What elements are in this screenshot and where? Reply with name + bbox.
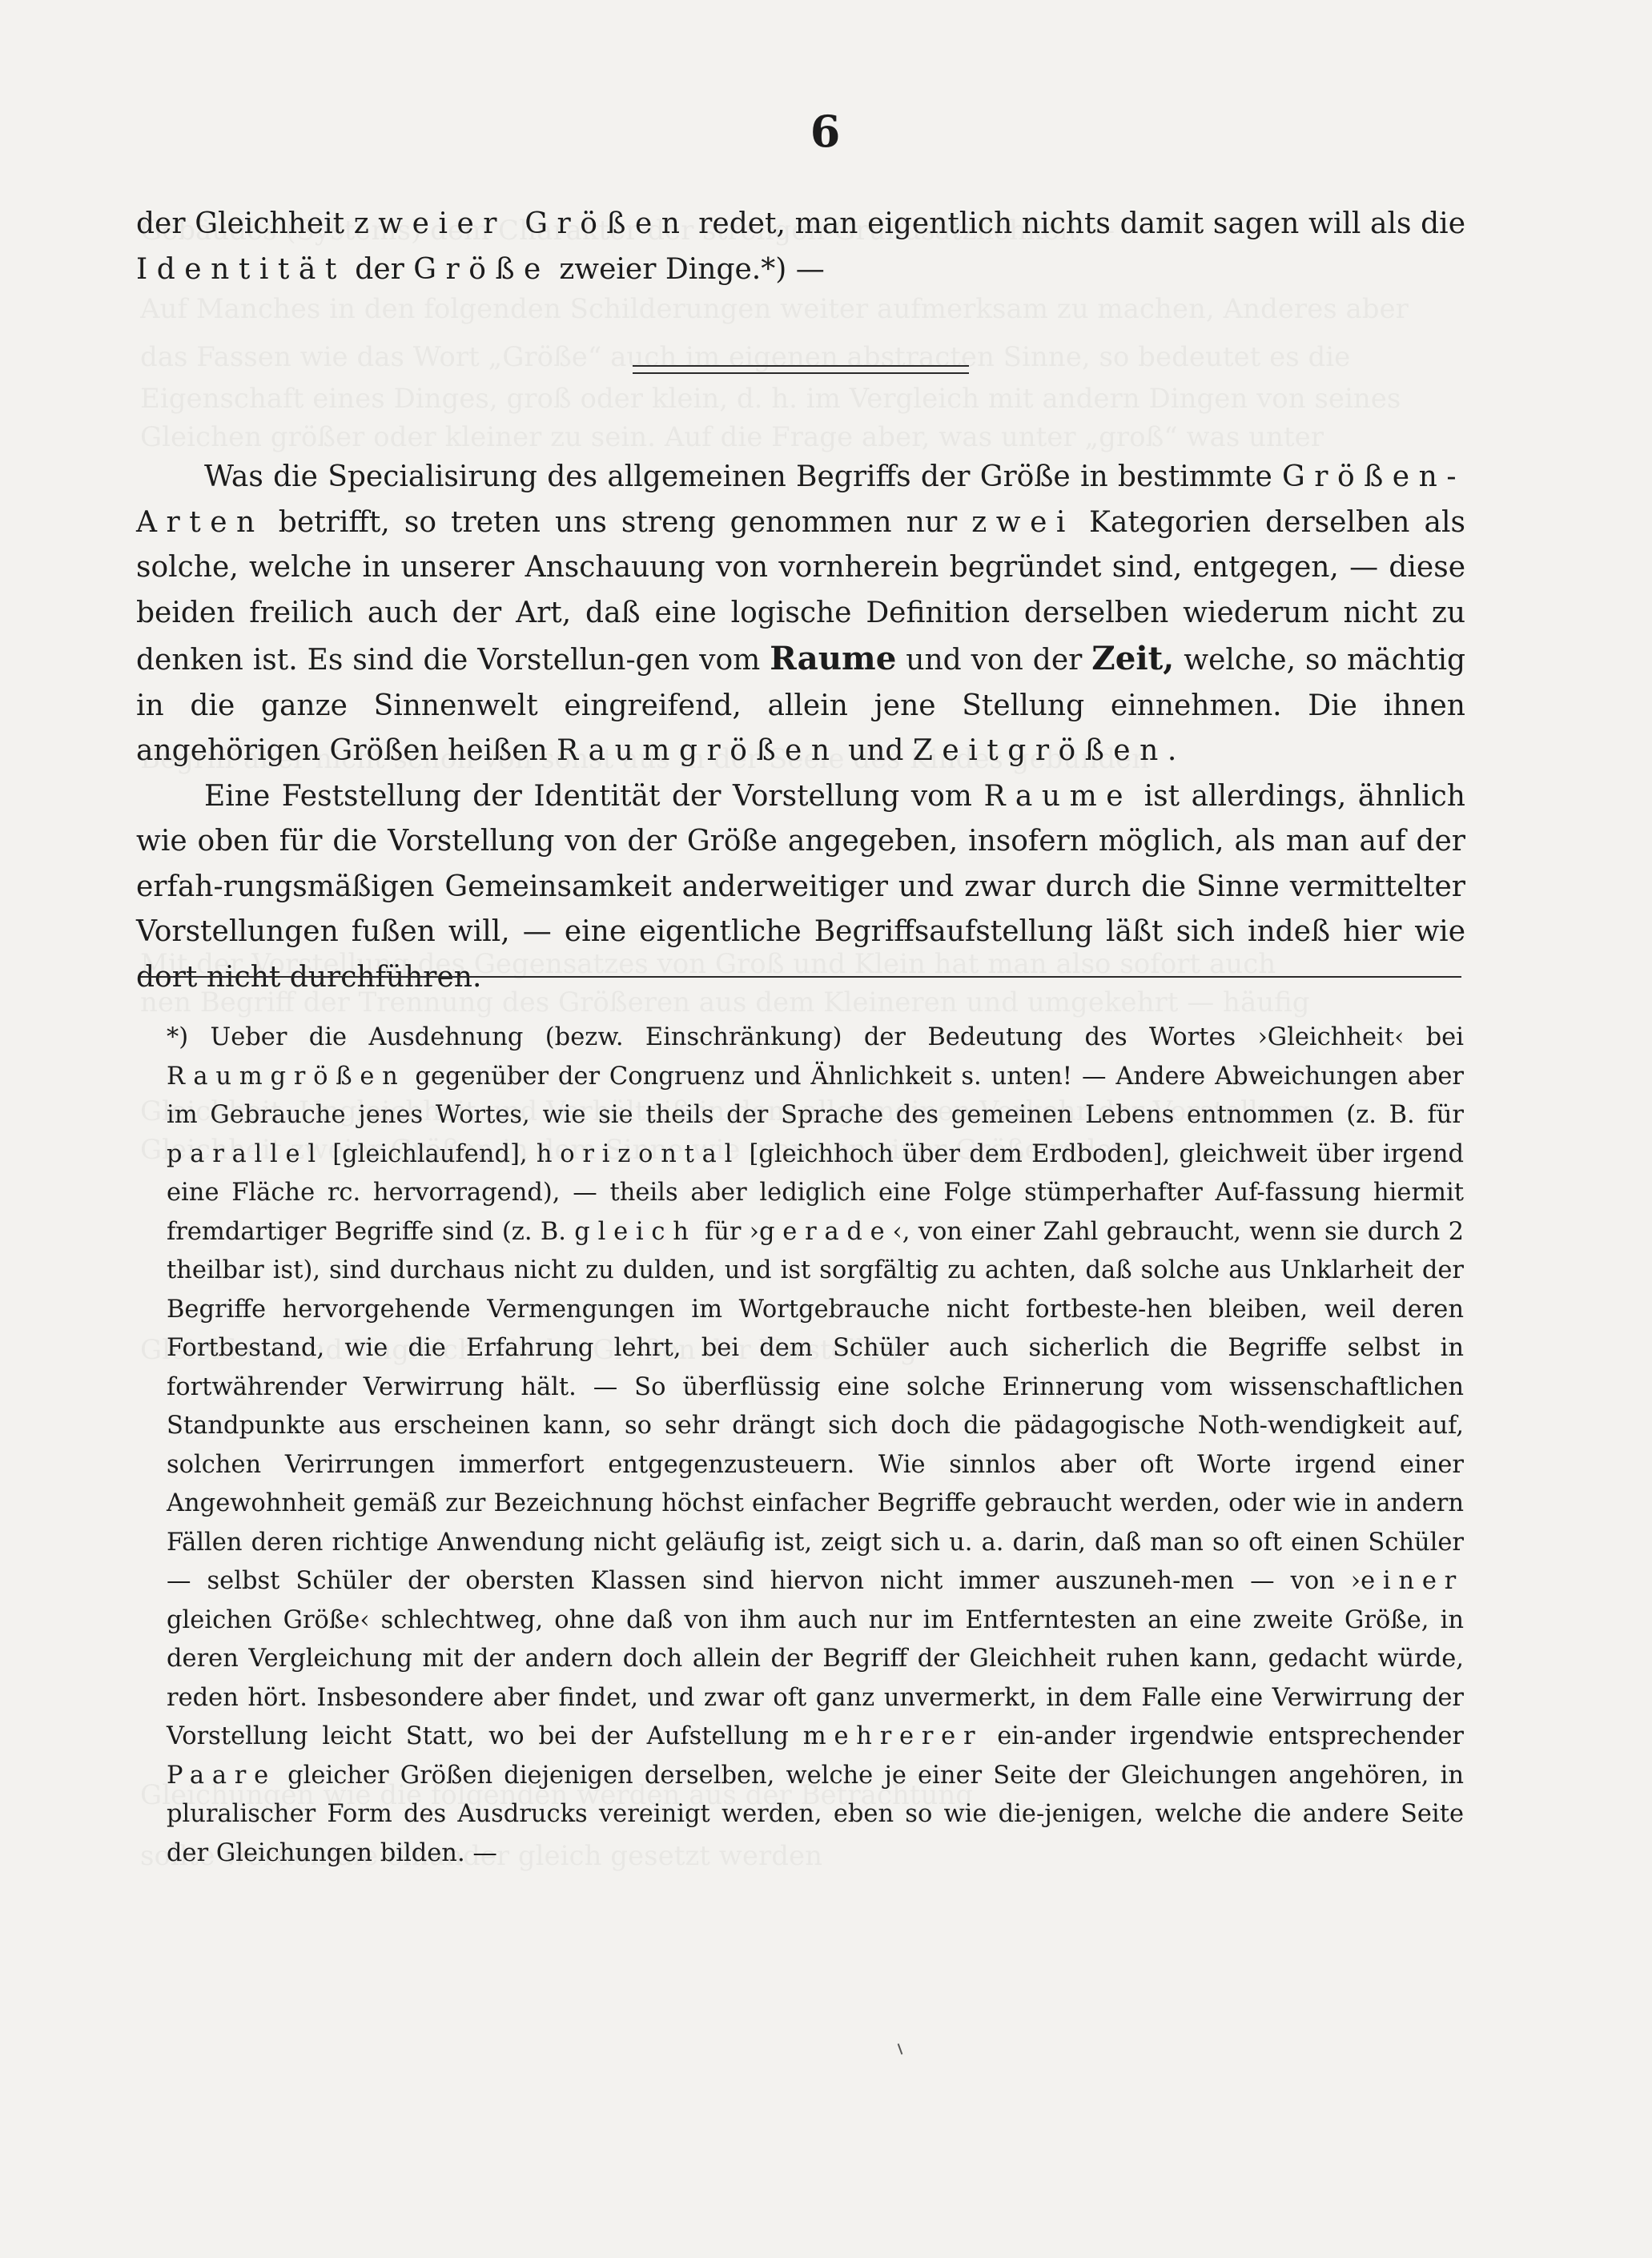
text-run: [gleichhoch über dem Erdboden], gleichweit über irgend eine Fläche rc. hervorragend), — theils aber lediglich eine Folge stümperhafter Auf-fassung hiermit fremdartiger Begriffe sind (z. B. [167, 1139, 1465, 1246]
text-run: gleicher Größen diejenigen derselben, welche je einer Seite der Gleichungen angehören, in pluralischer Form des Ausdrucks vereinigt werden, eben so wie die-jenigen, welche die andere Seite der Gleichungen bilden. — [167, 1761, 1464, 1867]
text-run: ein-ander irgendwie entsprechender [983, 1722, 1464, 1750]
text-run: gleichen Größe‹ schlechtweg, ohne daß von ihm auch nur im Entferntesten an eine zweite Größe, in deren Vergleichung mit der andern doch allein der Begriff der Gleichheit ruhen kann, gedacht würde, reden hört. Insbesondere aber findet, und zwar oft ganz unvermerkt, in dem Falle eine Verwirrung der Vorstellung leicht Statt, wo bei der Aufstellung [167, 1605, 1464, 1750]
bold-term: Zeit, [1091, 639, 1175, 677]
text-run: der Gleichheit [136, 207, 354, 240]
paper-speck [898, 2043, 903, 2055]
text-run: Was die Specialisirung des allgemeinen Begriffs der Größe in bestimmte [204, 460, 1283, 493]
spaced-emphasis: parallel [167, 1139, 324, 1168]
paragraph-2 [136, 455, 1465, 774]
spaced-emphasis: gleich [574, 1217, 697, 1246]
text-run: zweier Dinge.*) — [549, 252, 825, 286]
spaced-emphasis: Größen-Arten [136, 460, 1465, 539]
text-run: und von der [896, 644, 1092, 677]
spaced-emphasis: einer [1361, 1567, 1464, 1595]
text-run: und [838, 734, 913, 767]
spaced-emphasis: Raumgrößen [557, 734, 839, 767]
spaced-emphasis: Zeitgrößen. [912, 734, 1186, 767]
spaced-emphasis: Paare [167, 1761, 276, 1790]
bold-term: Raume [770, 639, 897, 677]
spaced-emphasis: gerade [759, 1217, 893, 1246]
text-run: für › [696, 1217, 760, 1246]
page-number: 6 [810, 106, 842, 157]
section-divider [633, 365, 969, 374]
main-text [136, 455, 1465, 1000]
spaced-emphasis: Identität [136, 252, 346, 286]
paragraph-3 [136, 774, 1465, 1001]
text-run: der [345, 252, 414, 286]
footnote-separator [140, 976, 1461, 978]
text-run: welche, so mächtig in die ganze Sinnenwelt eingreifend, allein jene Stellung einnehmen. Die ihnen angehörigen Größen heißen [136, 644, 1465, 767]
paragraph-1 [136, 202, 1465, 292]
bleed-through-line [140, 416, 1461, 458]
footnote [167, 1019, 1464, 1873]
spaced-emphasis: Raume [983, 779, 1133, 813]
paragraph-continued [136, 202, 1465, 292]
bleed-through-line [140, 378, 1461, 420]
spaced-emphasis: zweier Größen [353, 207, 689, 240]
text-run: gegenüber der Congruenz und Ähnlichkeit s. unten! — Andere Abweichungen aber im Gebrauche jenes Wortes, wie sie theils der Sprache des gemeinen Lebens entnommen (z. B. für [167, 1062, 1464, 1129]
text-run: Kategorien derselben als solche, welche in unserer Anschauung von vornherein begründet sind, entgegen, — diese beiden freilich auch der Art, daß eine logische Definition derselben wiederum nicht zu denken ist. Es sind die Vorstellun-gen vom [136, 505, 1465, 677]
bleed-through-line [140, 288, 1461, 330]
spaced-emphasis: zwei [971, 505, 1075, 539]
text-run: ist allerdings, ähnlich wie oben für die Vorstellung von der Größe angegeben, insofern möglich, als man auf der erfah-rungsmäßigen Gemeinsamkeit anderweitiger und zwar durch die Sinne vermittelter Vorstellungen fußen will, — eine eigentliche Begriffsaufstellung läßt sich indeß hier wie dort nicht durchführen. [136, 779, 1465, 994]
spaced-emphasis: Raumgrößen [167, 1062, 406, 1091]
footnote-text [167, 1019, 1464, 1873]
text-run: *) Ueber die Ausdehnung (bezw. Einschränkung) der Bedeutung des Wortes ›Gleichheit‹ bei [167, 1023, 1464, 1051]
text-run: redet, man eigentlich nichts damit sagen will als die [689, 207, 1465, 240]
spaced-emphasis: horizontal [536, 1139, 741, 1168]
text-run: [gleichlaufend], [323, 1139, 537, 1168]
text-run: betrifft, so treten uns streng genommen nur [263, 505, 972, 539]
spaced-emphasis: mehrerer [802, 1722, 983, 1750]
text-run: Eine Feststellung der Identität der Vorstellung vom [204, 779, 984, 813]
text-run: ‹, von einer Zahl gebraucht, wenn sie durch 2 theilbar ist), sind durchaus nicht zu dulden, und ist sorgfältig zu achten, daß solche aus Unklarheit der Begriffe hervorgehende Vermengungen im Wortgebrauche nicht fortbeste-hen bleiben, weil deren Fortbestand, wie die Erfahrung lehrt, bei dem Schüler auch sicherlich die Begriffe selbst in fortwährender Verwirrung hält. — So überflüssig eine solche Erinnerung vom wissenschaftlichen Standpunkte aus erscheinen kann, so sehr drängt sich doch die pädagogische Noth-wendigkeit auf, solchen Verirrungen immerfort entgegenzusteuern. Wie sinnlos aber oft Worte irgend einer Angewohnheit gemäß zur Bezeichnung höchst einfacher Begriffe gebraucht werden, oder wie in andern Fällen deren richtige Anwendung nicht geläufig ist, zeigt sich u. a. darin, daß man so oft einen Schüler — selbst Schüler der obersten Klassen sind hiervon nicht immer auszuneh-men — von › [167, 1217, 1464, 1595]
spaced-emphasis: Größe [413, 252, 550, 286]
